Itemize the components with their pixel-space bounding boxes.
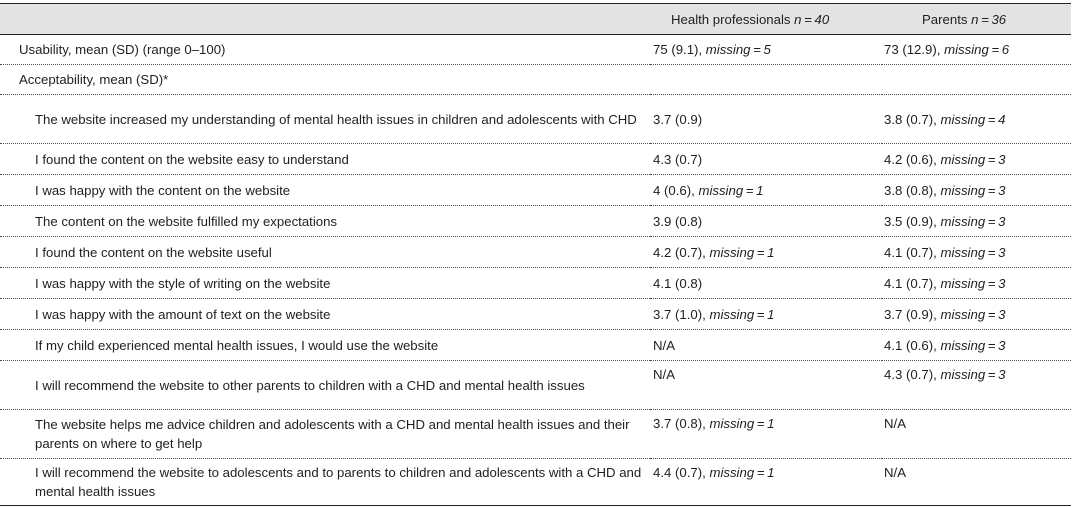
hp-missing: missing = 5 xyxy=(705,42,771,57)
table-header-row xyxy=(0,4,1071,35)
parents-value xyxy=(882,268,1071,299)
hp-value: 4 (0.6), xyxy=(653,182,695,198)
parents-value xyxy=(882,459,1071,506)
parents-value xyxy=(882,237,1071,268)
pa-value: 4.1 (0.7), xyxy=(884,244,937,260)
header-health-professionals-label: Health professionals xyxy=(671,11,791,27)
row-label: I found the content on the website useful xyxy=(0,237,650,268)
pa-missing: missing = 3 xyxy=(940,151,1006,167)
row-label: I was happy with the content on the website xyxy=(0,175,650,206)
header-health-professionals xyxy=(650,4,882,35)
pa-value: N/A xyxy=(884,416,906,431)
hp-value: 4.2 (0.7), xyxy=(653,244,706,260)
row-label: I was happy with the amount of text on the website xyxy=(0,299,650,330)
parents-value xyxy=(882,144,1071,175)
pa-missing: missing = 3 xyxy=(940,275,1006,291)
table-row xyxy=(0,459,1071,506)
health-professionals-value xyxy=(650,330,882,361)
parents-value xyxy=(882,175,1071,206)
parents-value xyxy=(882,361,1071,410)
health-professionals-value xyxy=(650,95,882,144)
table-row xyxy=(0,330,1071,361)
hp-missing: missing = 1 xyxy=(698,182,764,198)
header-parents xyxy=(882,4,1071,35)
health-professionals-value xyxy=(650,65,882,95)
health-professionals-value xyxy=(650,237,882,268)
row-label: I was happy with the style of writing on the website xyxy=(0,268,650,299)
pa-missing: missing = 3 xyxy=(940,337,1006,353)
hp-missing: missing = 1 xyxy=(709,465,775,480)
health-professionals-value xyxy=(650,299,882,330)
parents-value xyxy=(882,299,1071,330)
table-row xyxy=(0,268,1071,299)
table-row xyxy=(0,144,1071,175)
pa-missing: missing = 3 xyxy=(940,213,1006,229)
parents-value xyxy=(882,410,1071,459)
header-parents-label: Parents xyxy=(922,11,968,27)
row-label: The website increased my understanding of mental health issues in children and adolescents with CHD xyxy=(0,95,650,144)
health-professionals-value xyxy=(650,35,882,65)
pa-value: 73 (12.9), xyxy=(884,42,941,57)
row-label: Usability, mean (SD) (range 0–100) xyxy=(0,35,650,65)
pa-missing: missing = 4 xyxy=(940,111,1006,127)
health-professionals-value xyxy=(650,361,882,410)
row-label: The website helps me advice children and adolescents with a CHD and mental health issues and their parents on where to get help xyxy=(0,410,650,459)
parents-value xyxy=(882,95,1071,144)
header-label-column xyxy=(0,4,650,35)
parents-value xyxy=(882,65,1071,95)
row-label: If my child experienced mental health issues, I would use the website xyxy=(0,330,650,361)
health-professionals-value xyxy=(650,410,882,459)
hp-value: 3.7 (1.0), xyxy=(653,306,706,322)
hp-value: 3.7 (0.9) xyxy=(653,111,703,127)
health-professionals-value xyxy=(650,268,882,299)
table-row xyxy=(0,206,1071,237)
hp-value: 3.7 (0.8), xyxy=(653,416,706,431)
pa-value: 4.1 (0.7), xyxy=(884,275,937,291)
table-row xyxy=(0,410,1071,459)
table-row xyxy=(0,95,1071,144)
pa-value: 3.8 (0.7), xyxy=(884,111,937,127)
header-parents-n: n = 36 xyxy=(971,11,1007,27)
health-professionals-value xyxy=(650,144,882,175)
hp-missing: missing = 1 xyxy=(709,306,775,322)
row-label: The content on the website fulfilled my expectations xyxy=(0,206,650,237)
pa-missing: missing = 6 xyxy=(944,42,1010,57)
pa-value: 4.1 (0.6), xyxy=(884,337,937,353)
pa-value: N/A xyxy=(884,465,906,480)
parents-value xyxy=(882,35,1071,65)
hp-value: N/A xyxy=(653,367,675,382)
pa-value: 3.5 (0.9), xyxy=(884,213,937,229)
hp-value: 4.4 (0.7), xyxy=(653,465,706,480)
pa-missing: missing = 3 xyxy=(940,306,1006,322)
hp-missing: missing = 1 xyxy=(709,416,775,431)
pa-missing: missing = 3 xyxy=(940,182,1006,198)
table-row xyxy=(0,175,1071,206)
hp-value: 3.9 (0.8) xyxy=(653,213,703,229)
hp-value: 75 (9.1), xyxy=(653,42,703,57)
table-row xyxy=(0,65,1071,95)
pa-missing: missing = 3 xyxy=(940,367,1006,382)
row-label: I will recommend the website to other parents to children with a CHD and mental health issues xyxy=(0,361,650,410)
row-label: I will recommend the website to adolescents and to parents to children and adolescents with a CHD and mental health issues xyxy=(0,459,650,506)
health-professionals-value xyxy=(650,206,882,237)
table-row xyxy=(0,361,1071,410)
pa-value: 4.3 (0.7), xyxy=(884,367,937,382)
health-professionals-value xyxy=(650,175,882,206)
hp-value: 4.1 (0.8) xyxy=(653,275,703,291)
pa-value: 4.2 (0.6), xyxy=(884,151,937,167)
row-label: Acceptability, mean (SD)* xyxy=(0,65,650,95)
parents-value xyxy=(882,330,1071,361)
pa-value: 3.7 (0.9), xyxy=(884,306,937,322)
table-row xyxy=(0,299,1071,330)
header-health-professionals-n: n = 40 xyxy=(794,11,830,27)
parents-value xyxy=(882,206,1071,237)
hp-value: 4.3 (0.7) xyxy=(653,151,703,167)
results-table xyxy=(0,3,1071,506)
table-row xyxy=(0,237,1071,268)
table-row xyxy=(0,35,1071,65)
row-label: I found the content on the website easy to understand xyxy=(0,144,650,175)
hp-value: N/A xyxy=(653,337,675,353)
pa-missing: missing = 3 xyxy=(940,244,1006,260)
pa-value: 3.8 (0.8), xyxy=(884,182,937,198)
health-professionals-value xyxy=(650,459,882,506)
hp-missing: missing = 1 xyxy=(709,244,775,260)
